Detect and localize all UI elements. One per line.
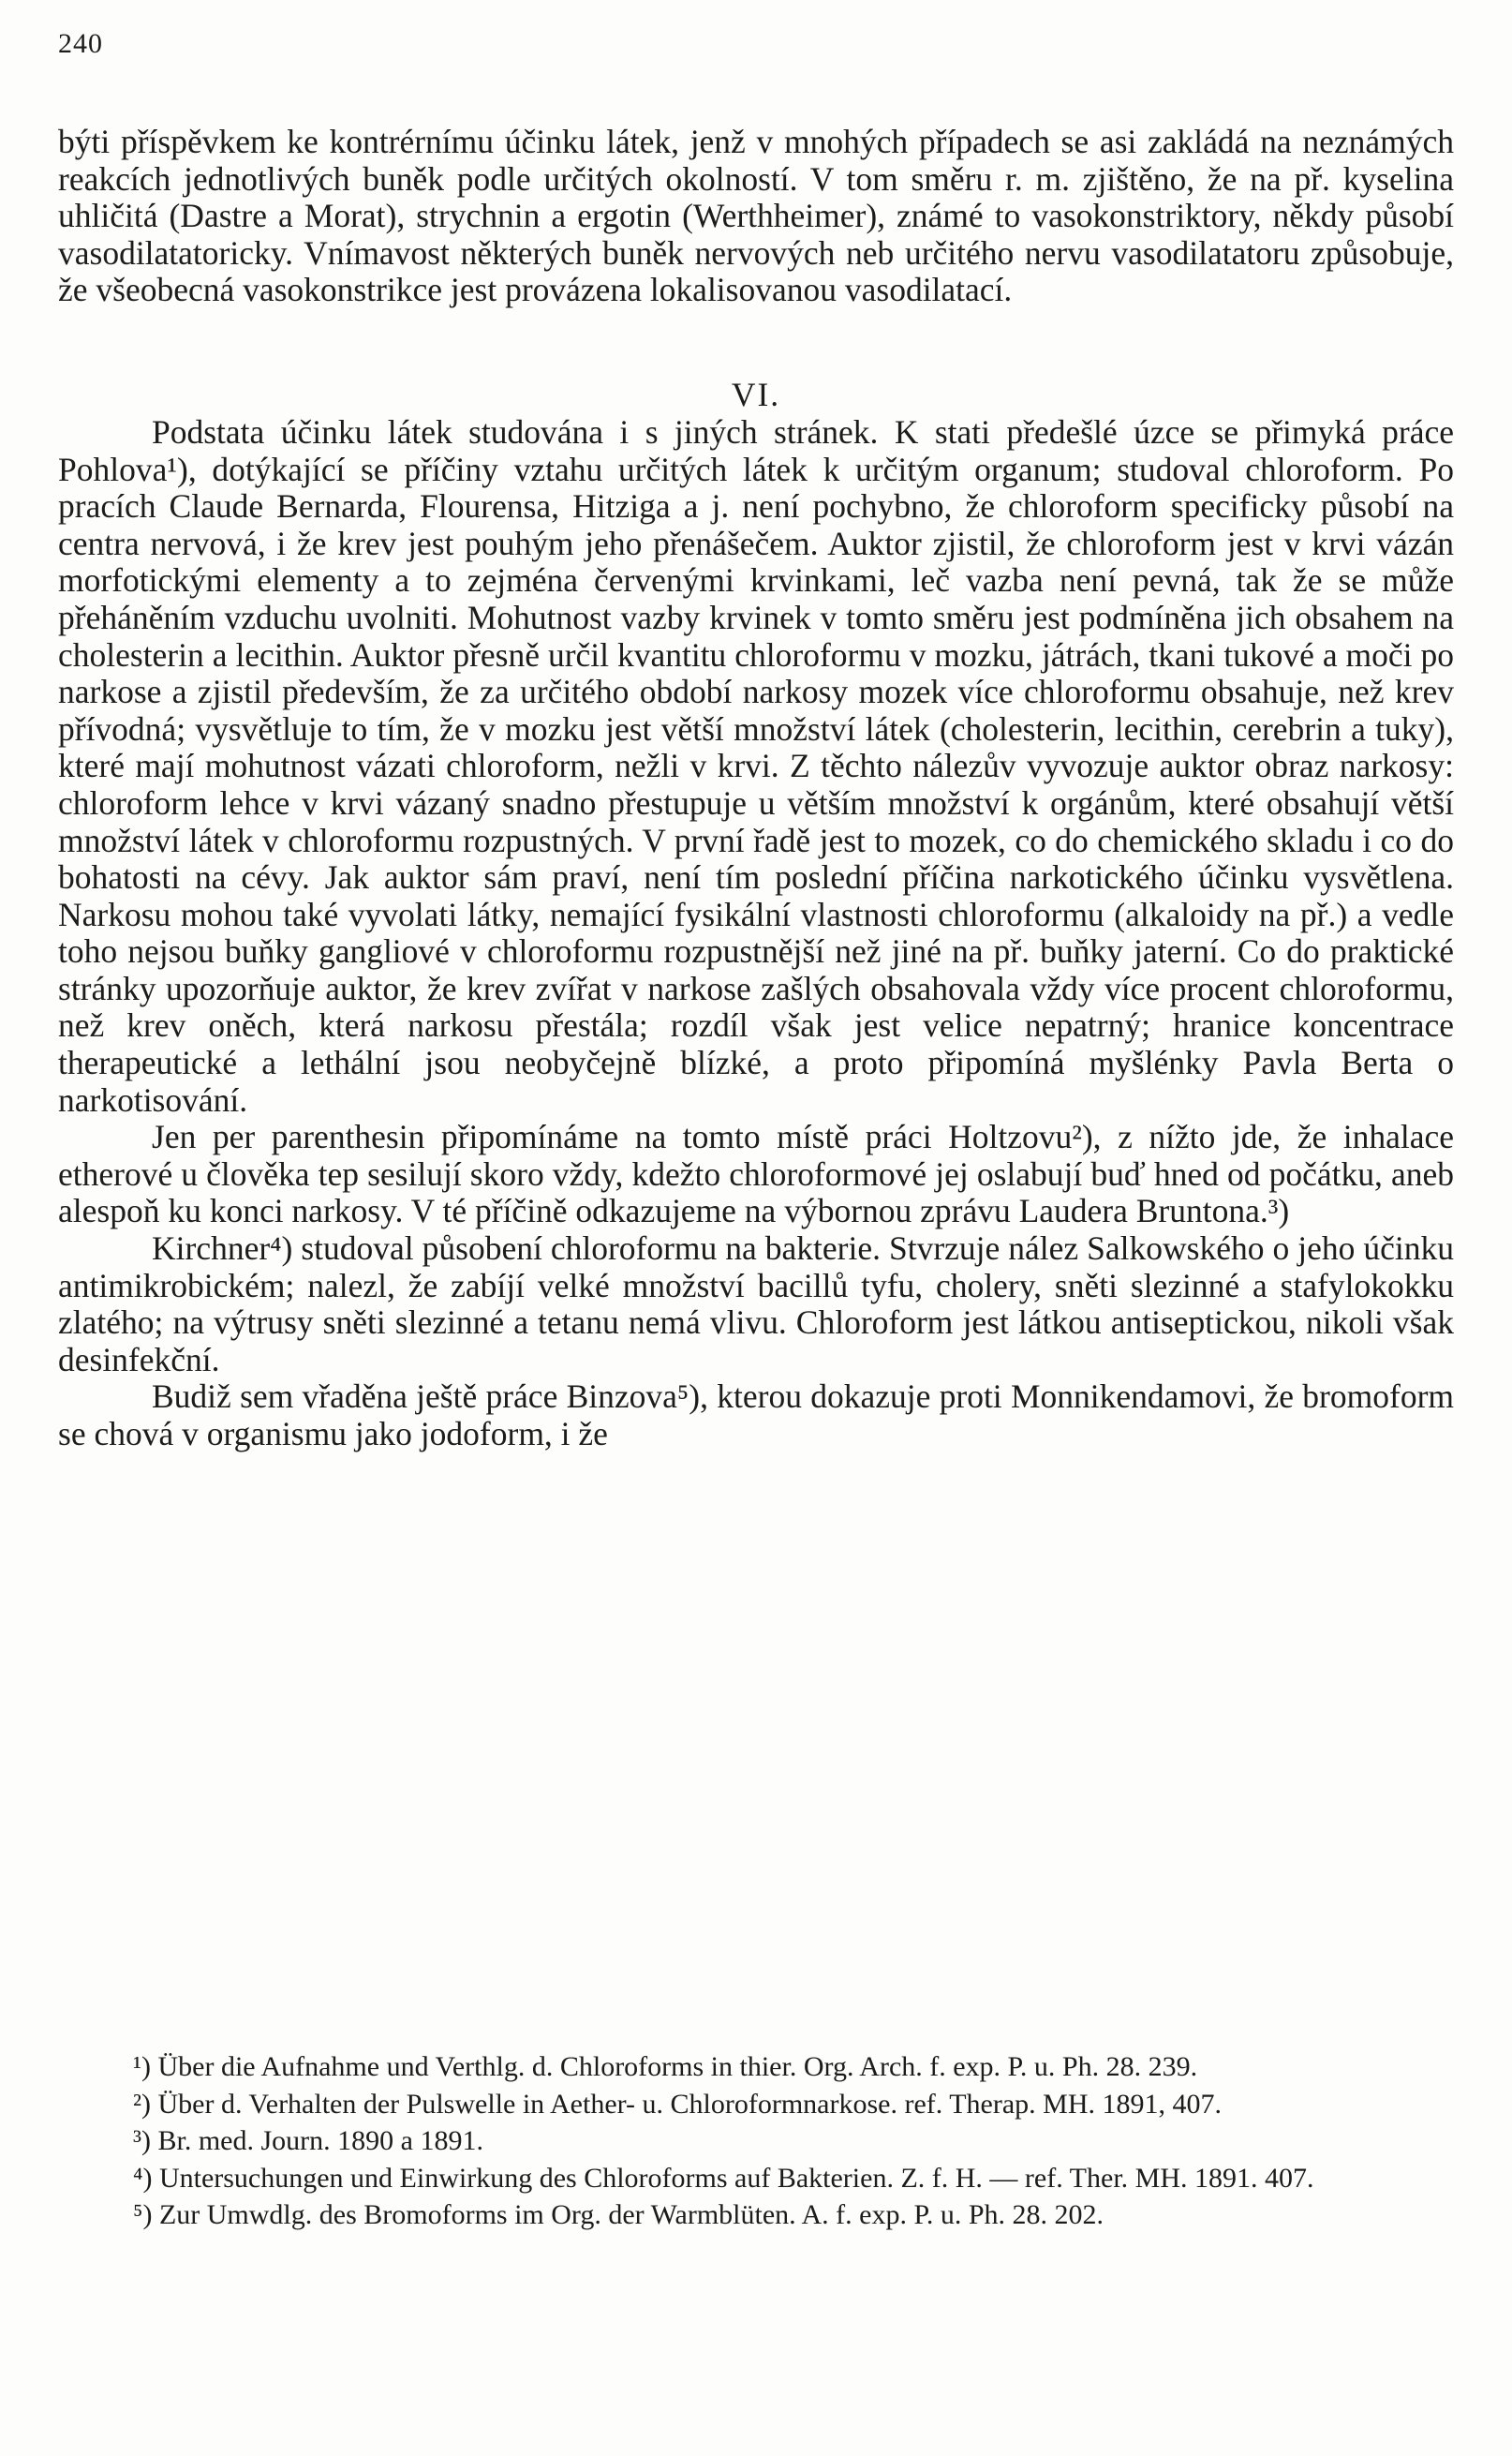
paragraph-2: Podstata účinku látek studována i s jiných stránek. K stati předešlé úzce se přimyká práce Pohlova¹), dotýkající se příčiny vztahu určitých látek k určitým organum; studoval chloroform. Po pracích Claude Bernarda, Flourensa, Hitziga a j. není pochybno, že chloroform specificky působí na centra nervová, i že krev jest pouhým jeho přenášečem. Auktor zjistil, že chloroform jest v krvi vázán morfotickými elementy a to zejména červenými krvinkami, leč vazba není pevná, tak že se může přeháněním vzduchu uvolniti. Mohutnost vazby krvinek v tomto směru jest podmíněna jich obsahem na cholesterin a lecithin. Auktor přesně určil kvantitu chloroformu v mozku, játrách, tkani tukové a moči po narkose a zjistil především, že za určitého období narkosy mozek více chloroformu obsahuje, než krev přívodná; vysvětluje to tím, že v mozku jest větší množství látek (cholesterin, lecithin, cerebrin a tuky), které mají mohutnost vázati chloroform, nežli v krvi. Z těchto nálezův vyvozuje auktor obraz narkosy: chloroform lehce v krvi vázaný snadno přestupuje u větším množství k orgánům, které obsahují větší množství látek v chloroformu rozpustných. V první řadě jest to mozek, co do chemického skladu i co do bohatosti na cévy. Jak auktor sám praví, není tím poslední příčina narkotického účinku vysvětlena. Narkosu mohou také vyvolati látky, nemající fysikální vlastnosti chloroformu (alkaloidy na př.) a vedle toho nejsou buňky gangliové v chloroformu rozpustnější než jiné na př. buňky jaterní. Co do praktické stránky upozorňuje auktor, že krev zvířat v narkose zašlých obsahovala vždy více procent chloroformu, než krev oněch, která narkosu přestála; rozdíl však jest velice nepatrný; hranice koncentrace therapeutické a lethální jsou neobyčejně blízké, a proto připomíná myšlénky Pavla Berta o narkotisování. <box>58 412 1454 1119</box>
paragraph-5: Budiž sem vřaděna ještě práce Binzova⁵), kterou dokazuje proti Monnikendamovi, že bromoform se chová v organismu jako jodoform, i že <box>58 1377 1454 1452</box>
paragraph-3: Jen per parenthesin připomínáme na tomto místě práci Holtzovu²), z nížto jde, že inhalace etherové u člověka tep sesilují skoro vždy, kdežto chloroformové jej oslabují buď hned od počátku, aneb alespoň ku konci narkosy. V té příčině odkazujeme na výbornou zprávu Laudera Bruntona.³) <box>58 1118 1454 1230</box>
paragraph-4: Kirchner⁴) studoval působení chloroformu na bakterie. Stvrzuje nález Salkowského o jeho účinku antimikrobickém; nalezl, že zabíjí velké množství bacillů tyfu, cholery, sněti slezinné a stafylokokku zlatého; na výtrusy sněti slezinné a tetanu nemá vlivu. Chloroform jest látkou antiseptickou, nikoli však desinfekční. <box>58 1229 1454 1378</box>
section-heading: VI. <box>731 375 781 413</box>
footnote-1: ¹) Über die Aufnahme und Verthlg. d. Chloroforms in thier. Org. Arch. f. exp. P. u. Ph. 28. 239. <box>133 2051 1198 2082</box>
footnote-5: ⁵) Zur Umwdlg. des Bromoforms im Org. der Warmblüten. A. f. exp. P. u. Ph. 28. 202. <box>133 2199 1104 2230</box>
main-text <box>58 124 1454 1453</box>
page-number: 240 <box>58 28 103 59</box>
footnote-4: ⁴) Untersuchungen und Einwirkung des Chloroforms auf Bakterien. Z. f. H. — ref. Ther. MH. 1891. 407. <box>133 2162 1314 2194</box>
footnote-3: ³) Br. med. Journ. 1890 a 1891. <box>133 2125 483 2156</box>
footnote-2: ²) Über d. Verhalten der Pulswelle in Aether- u. Chloroformnarkose. ref. Therap. MH. 1891, 407. <box>133 2088 1223 2120</box>
paragraph-1: býti příspěvkem ke kontrérnímu účinku látek, jenž v mnohých případech se asi zakládá na neznámých reakcích jednotlivých buněk podle určitých okolností. V tom směru r. m. zjištěno, že na př. kyselina uhličitá (Dastre a Morat), strychnin a ergotin (Werthheimer), známé to vasokonstriktory, někdy působí vasodilatatoricky. Vnímavost některých buněk nervových neb určitého nervu vasodilatatoru způsobuje, že všeobecná vasokonstrikce jest provázena lokalisovanou vasodilatací. <box>58 123 1454 309</box>
footnotes <box>58 2052 1454 2231</box>
